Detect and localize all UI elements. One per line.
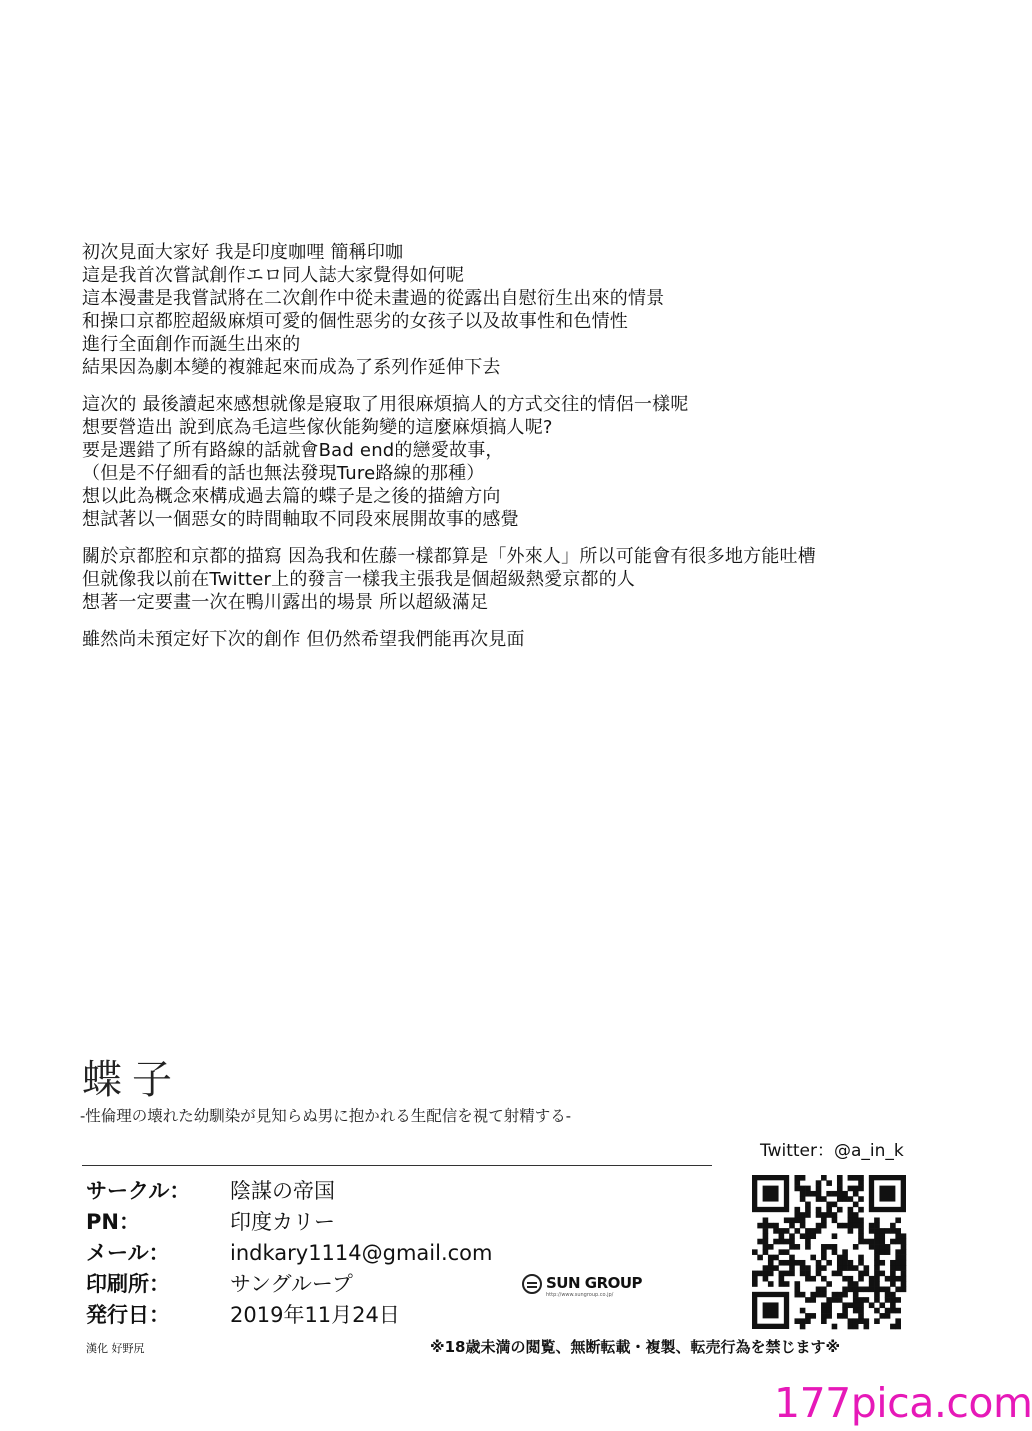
printer-name: サングループ	[230, 1272, 353, 1296]
afterword-line: 但就像我以前在Twitter上的發言一樣我主張我是個超級熱愛京都的人	[82, 569, 636, 590]
colophon-divider	[82, 1165, 712, 1166]
date-value: 2019年11月24日	[230, 1303, 400, 1327]
age-restriction-notice: ※18歳未満の閲覧、無断転載・複製、転売行為を禁じます※	[430, 1338, 841, 1356]
sun-group-logo	[522, 1272, 662, 1302]
afterword-line: 關於京都腔和京都的描寫 因為我和佐藤一樣都算是「外來人」所以可能會有很多地方能吐槽	[82, 546, 816, 567]
afterword-line: 這是我首次嘗試創作エロ同人誌大家覺得如何呢	[82, 265, 465, 286]
sun-group-logo-text: SUN GROUP	[546, 1274, 643, 1292]
date-label: 発行日：	[86, 1303, 170, 1327]
twitter-handle: Twitter：@a_in_k	[760, 1141, 904, 1161]
afterword-line: 初次見面大家好 我是印度咖哩 簡稱印咖	[82, 242, 404, 263]
afterword-line: 進行全面創作而誕生出來的	[82, 334, 301, 355]
afterword-line: 要是選錯了所有路線的話就會Bad end的戀愛故事，	[82, 440, 504, 461]
afterword-line: （但是不仔細看的話也無法發現Ture路線的那種）	[82, 463, 485, 484]
qr-code-icon	[752, 1175, 906, 1329]
book-subtitle: -性倫理の壊れた幼馴染が見知らぬ男に抱かれる生配信を視て射精する-	[80, 1107, 571, 1125]
afterword-line: 和操口京都腔超級麻煩可愛的個性惡劣的女孩子以及故事性和色情性	[82, 311, 628, 332]
circle-value: 陰謀の帝国	[230, 1179, 335, 1203]
book-title: 蝶子	[82, 1057, 182, 1103]
sun-group-logo-icon	[522, 1274, 542, 1294]
qr-code-graphic	[752, 1175, 906, 1329]
afterword-line: 雖然尚未預定好下次的創作 但仍然希望我們能再次見面	[82, 629, 525, 650]
watermark: 177pica.com	[774, 1379, 1032, 1427]
afterword-line: 這次的 最後讀起來感想就像是寢取了用很麻煩搞人的方式交往的情侶一樣呢	[82, 394, 689, 415]
afterword-line: 想以此為概念來構成過去篇的蝶子是之後的描繪方向	[82, 486, 501, 507]
afterword-line: 結果因為劇本變的複雜起來而成為了系列作延伸下去	[82, 357, 501, 378]
printer-value	[230, 1269, 643, 1299]
mail-value: indkary1114@gmail.com	[230, 1241, 493, 1265]
afterword-paragraph-1	[82, 241, 972, 379]
afterword-line: 想著一定要畫一次在鴨川露出的場景 所以超級滿足	[82, 592, 489, 613]
sun-group-logo-url: http://www.sungroup.co.jp/	[546, 1292, 614, 1298]
afterword-paragraph-3	[82, 545, 972, 614]
printer-label: 印刷所：	[86, 1272, 170, 1296]
afterword-paragraph-2	[82, 393, 972, 531]
afterword	[82, 241, 972, 665]
afterword-paragraph-4	[82, 628, 972, 651]
circle-label: サークル：	[86, 1179, 191, 1203]
afterword-line: 想要營造出 說到底為毛這些傢伙能夠變的這麼麻煩搞人呢?	[82, 417, 553, 438]
pen-name-label: PN：	[86, 1210, 140, 1234]
afterword-line: 這本漫畫是我嘗試將在二次創作中從未畫過的從露出自慰衍生出來的情景	[82, 288, 665, 309]
translator-credit: 漢化 好野尻	[86, 1342, 145, 1355]
mail-label: メール：	[86, 1241, 170, 1265]
pen-name-value: 印度カリー	[230, 1210, 335, 1234]
afterword-line: 想試著以一個惡女的時間軸取不同段來展開故事的感覺	[82, 509, 519, 530]
